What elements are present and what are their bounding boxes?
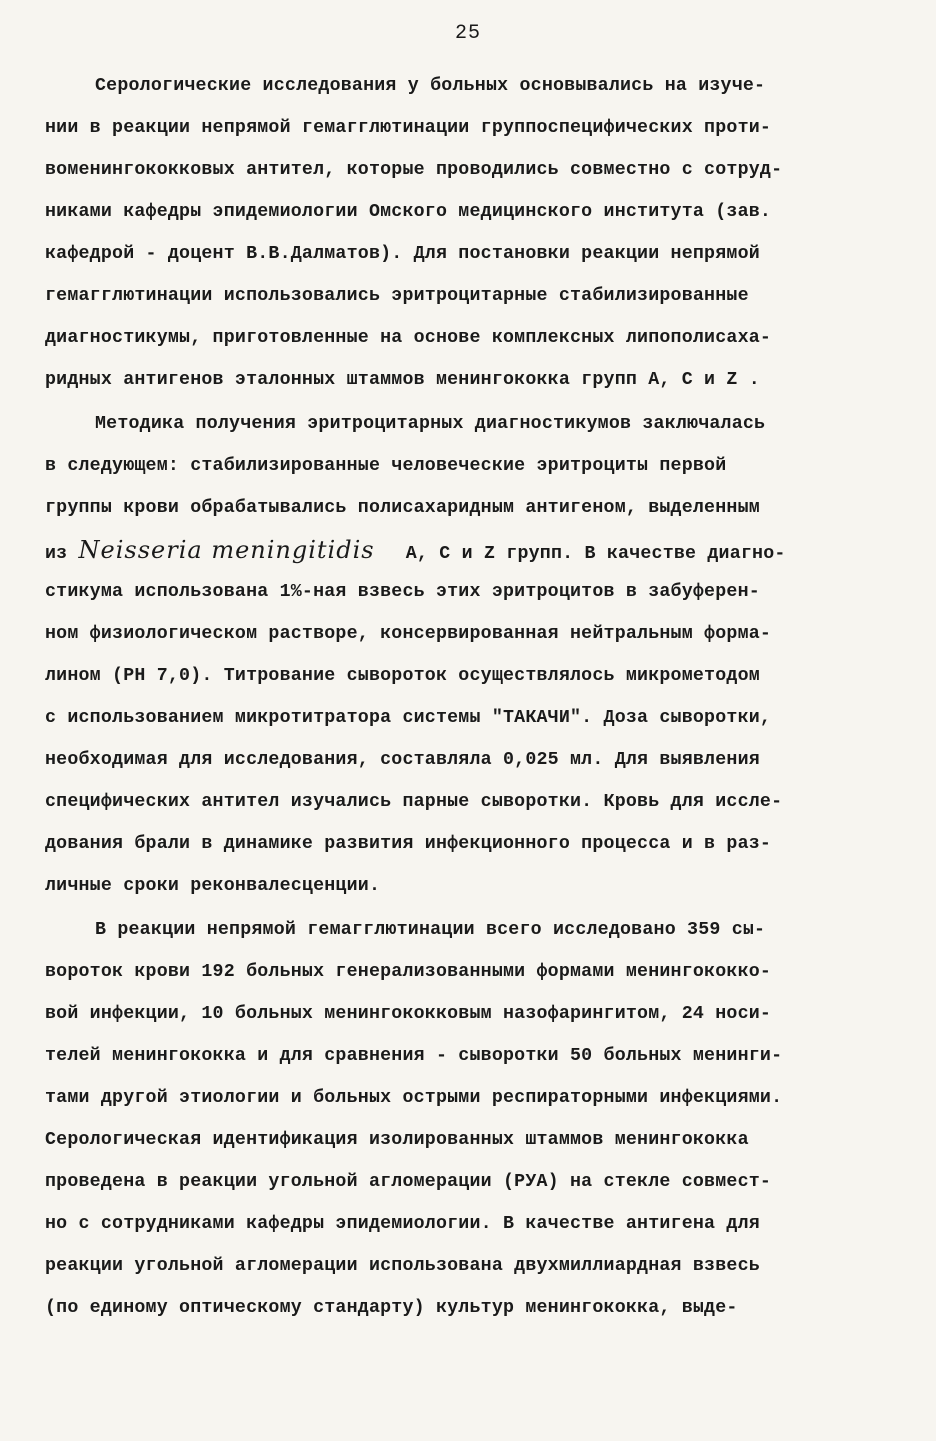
text-line: реакции угольной агломерации использована двухмиллиардная взвесь	[45, 1256, 760, 1276]
text-line: тами другой этиологии и больных острыми респираторными инфекциями.	[45, 1088, 783, 1108]
text-line: ридных антигенов эталонных штаммов менингококка групп А, С и Z .	[45, 370, 760, 390]
text-line: специфических антител изучались парные сыворотки. Кровь для иссле-	[45, 792, 783, 812]
text-line: группы крови обрабатывались полисахаридным антигеном, выделенным	[45, 498, 760, 518]
text-line: вороток крови 192 больных генерализованными формами менингококко-	[45, 962, 772, 982]
text-line: лином (РН 7,0). Титрование сывороток осуществлялось микрометодом	[45, 666, 760, 686]
text-line: но с сотрудниками кафедры эпидемиологии. В качестве антигена для	[45, 1214, 760, 1234]
text-line: дования брали в динамике развития инфекционного процесса и в раз-	[45, 834, 772, 854]
text-line: Методика получения эритроцитарных диагностикумов заключалась	[95, 414, 766, 434]
text-line: необходимая для исследования, составляла 0,025 мл. Для выявления	[45, 750, 760, 770]
text-line: (по единому оптическому стандарту) культур менингококка, выде-	[45, 1298, 738, 1318]
text-line: проведена в реакции угольной агломерации (РУА) на стекле совмест-	[45, 1172, 772, 1192]
handwritten-species-name: Neisseria meningitidis	[78, 536, 375, 564]
text-line: никами кафедры эпидемиологии Омского медицинского института (зав.	[45, 202, 772, 222]
text-line: личные сроки реконвалесценции.	[45, 876, 381, 896]
text-line: в следующем: стабилизированные человеческие эритроциты первой	[45, 456, 727, 476]
text-line: гемагглютинации использовались эритроцитарные стабилизированные	[45, 286, 749, 306]
text-line: ном физиологическом растворе, консервированная нейтральным форма-	[45, 624, 772, 644]
text-line: с использованием микротитратора системы "ТАКАЧИ". Доза сыворотки,	[45, 708, 772, 728]
line-rest: А, С и Z групп. В качестве диагно-	[405, 544, 786, 564]
text-line: диагностикумы, приготовленные на основе комплексных липополисаха-	[45, 328, 772, 348]
text-line: стикума использована 1%-ная взвесь этих эритроцитов в забуферен-	[45, 582, 760, 602]
text-line: нии в реакции непрямой гемагглютинации группоспецифических проти-	[45, 118, 772, 138]
text-line: Серологическая идентификация изолированных штаммов менингококка	[45, 1130, 749, 1150]
text-line: воменингококковых антител, которые проводились совместно с сотруд-	[45, 160, 783, 180]
text-line: телей менингококка и для сравнения - сыворотки 50 больных менинги-	[45, 1046, 783, 1066]
text-line: Серологические исследования у больных основывались на изуче-	[95, 76, 766, 96]
text-line: кафедрой - доцент В.В.Далматов). Для постановки реакции непрямой	[45, 244, 760, 264]
text-line: В реакции непрямой гемагглютинации всего исследовано 359 сы-	[95, 920, 766, 940]
line-prefix: из	[45, 544, 68, 564]
page-number: 25	[454, 22, 481, 45]
text-line: вой инфекции, 10 больных менингококковым назофарингитом, 24 носи-	[45, 1004, 772, 1024]
text-line-with-handwriting	[45, 538, 786, 566]
